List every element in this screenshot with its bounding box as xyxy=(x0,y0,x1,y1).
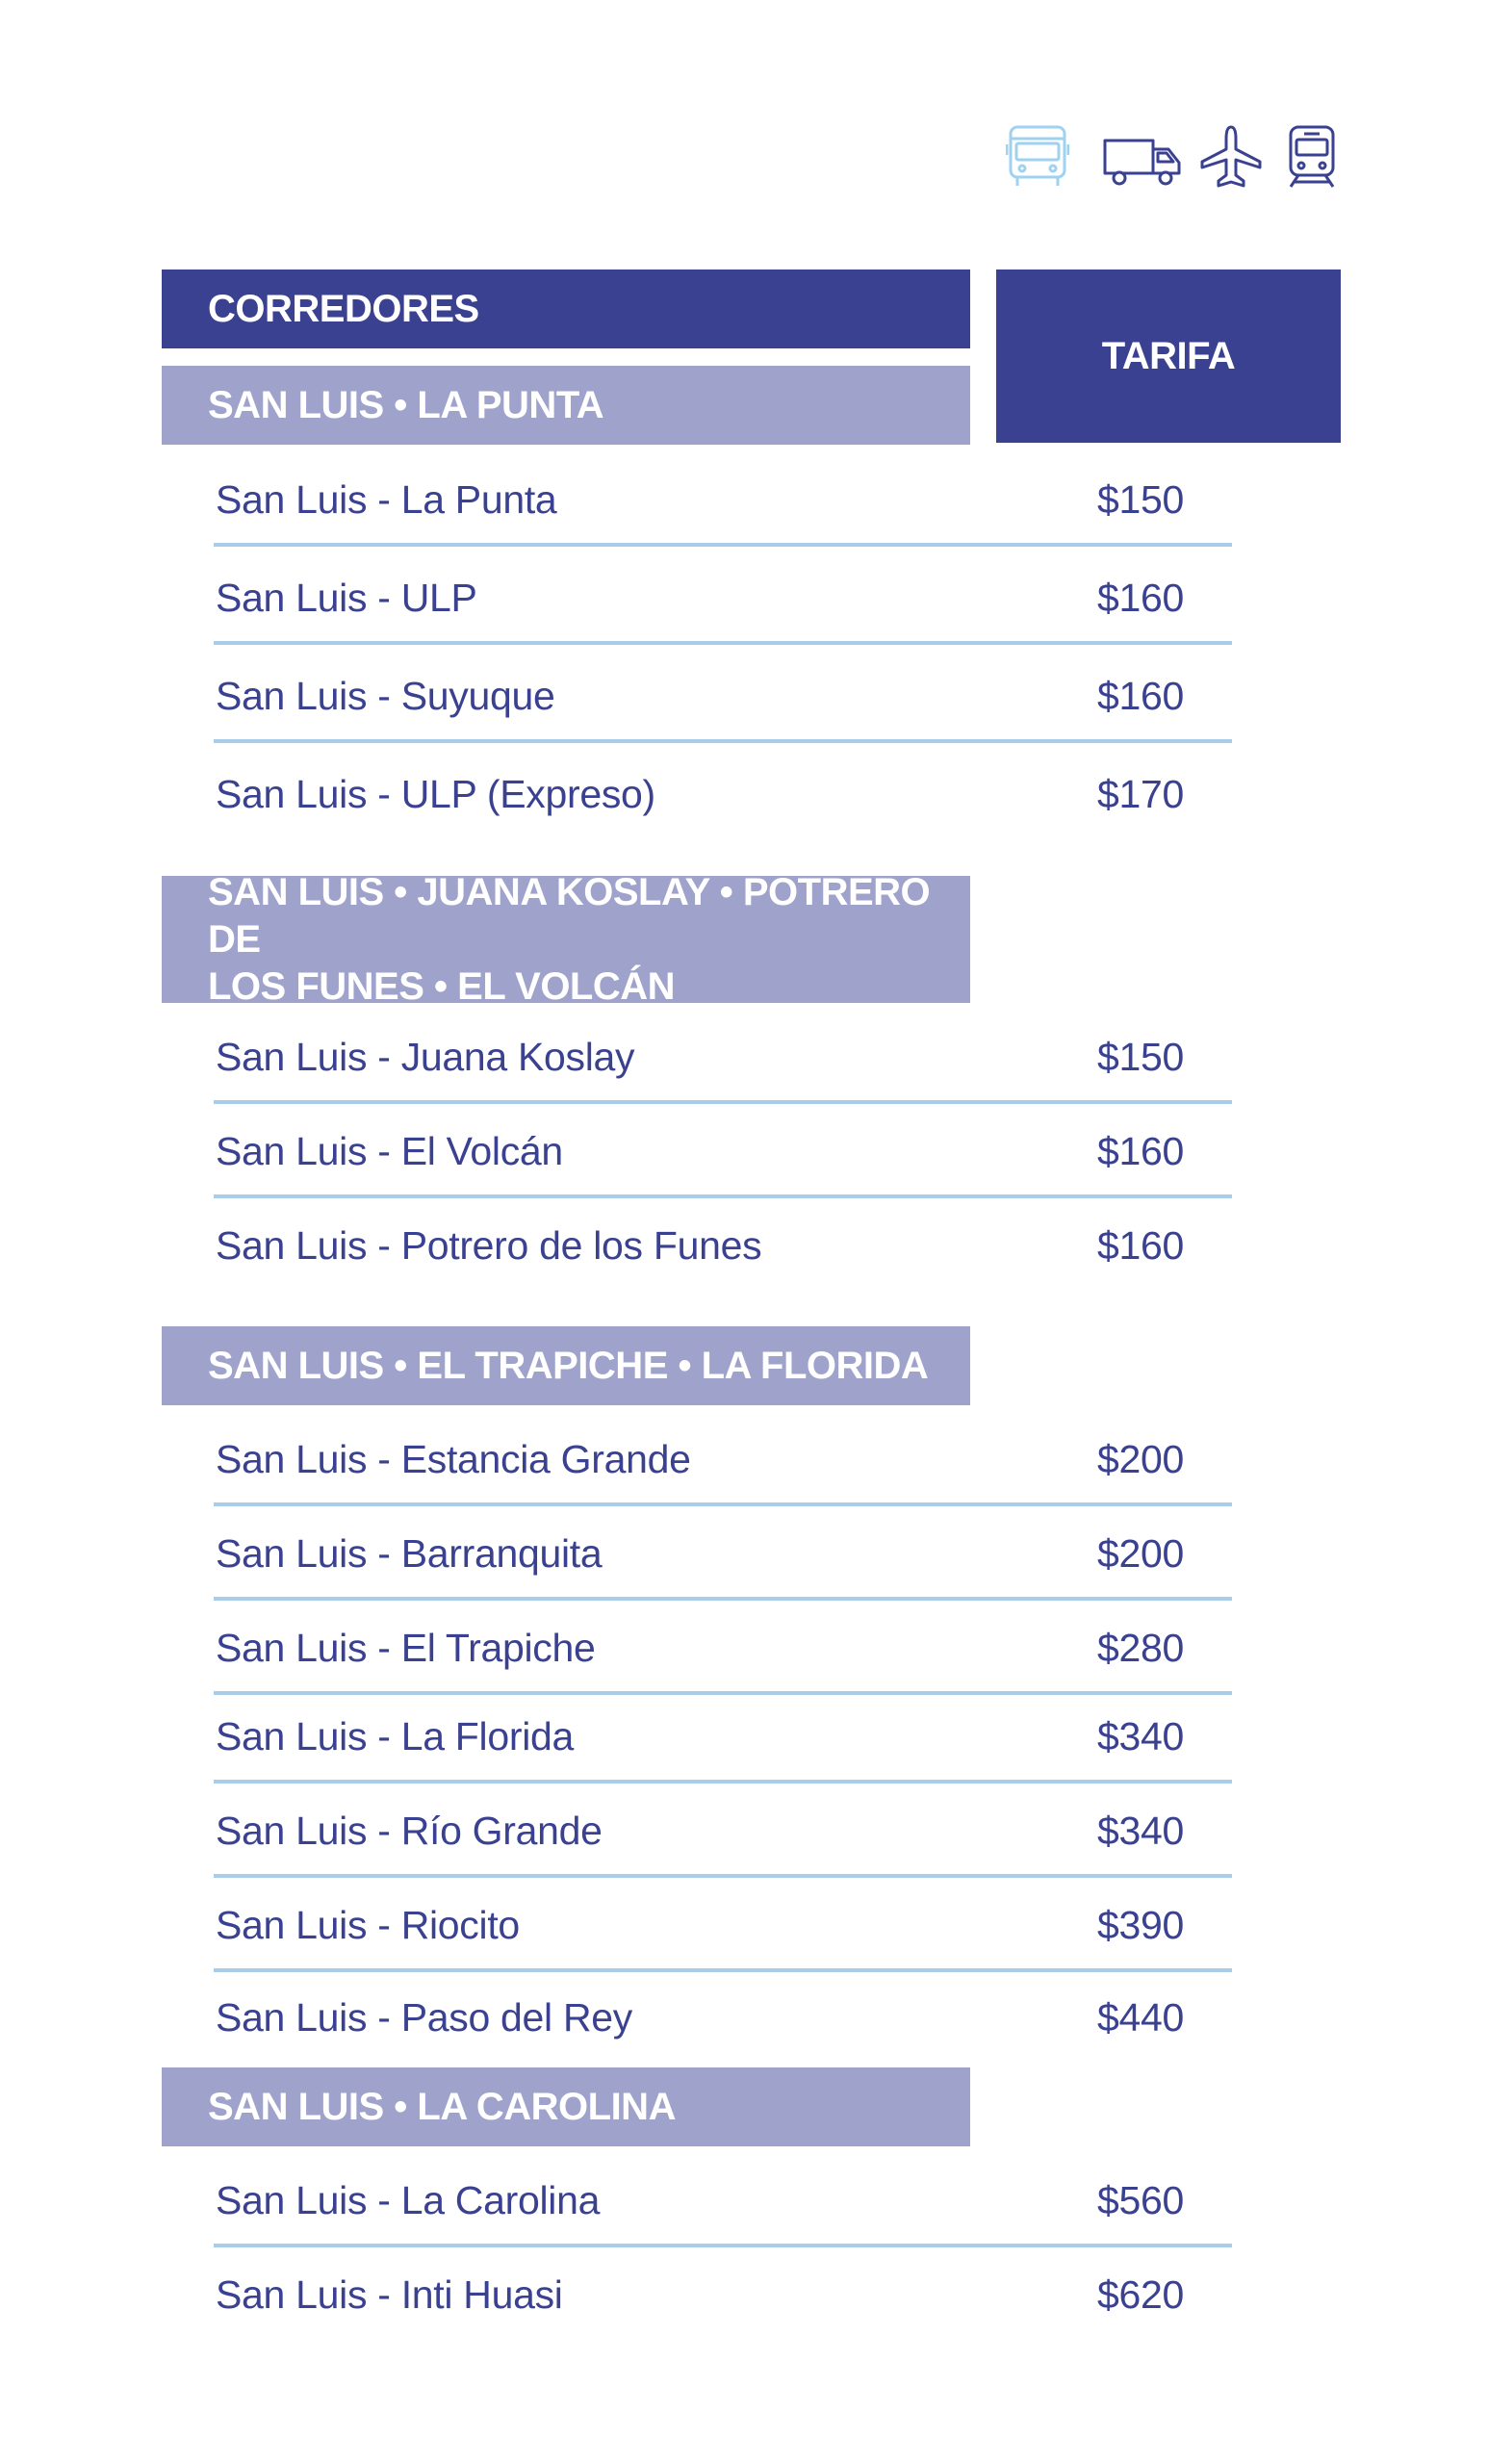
table-row xyxy=(214,1521,1232,1586)
table-row xyxy=(214,1024,1232,1090)
section-header-el-trapiche xyxy=(162,1326,970,1405)
section-title: SAN LUIS • LA PUNTA xyxy=(208,383,604,426)
train-icon xyxy=(1285,123,1339,191)
corredores-header: CORREDORES xyxy=(162,270,970,348)
section-header-la-carolina xyxy=(162,2067,970,2146)
row-divider xyxy=(214,1194,1232,1198)
table-row xyxy=(214,2168,1232,2233)
table-row xyxy=(214,565,1232,630)
route-price: $160 xyxy=(1096,1223,1184,1268)
route-name: San Luis - ULP (Expreso) xyxy=(216,772,655,816)
table-row xyxy=(214,1426,1232,1492)
route-price: $340 xyxy=(1096,1809,1184,1853)
route-name: San Luis - El Trapiche xyxy=(216,1626,596,1670)
row-divider xyxy=(214,2244,1232,2247)
route-price: $390 xyxy=(1096,1903,1184,1947)
route-price: $160 xyxy=(1096,1129,1184,1173)
table-row xyxy=(214,1213,1232,1278)
route-name: San Luis - El Volcán xyxy=(216,1129,563,1173)
row-divider xyxy=(214,1502,1232,1506)
route-price: $160 xyxy=(1096,674,1184,718)
route-name: San Luis - Juana Koslay xyxy=(216,1035,635,1079)
route-name: San Luis - Barranquita xyxy=(216,1531,603,1576)
route-name: San Luis - La Punta xyxy=(216,477,557,522)
route-price: $160 xyxy=(1096,576,1184,620)
route-price: $340 xyxy=(1096,1714,1184,1758)
route-name: San Luis - La Carolina xyxy=(216,2178,601,2222)
route-name: San Luis - Riocito xyxy=(216,1903,520,1947)
row-divider xyxy=(214,1968,1232,1972)
route-name: San Luis - Estancia Grande xyxy=(216,1437,691,1481)
table-row xyxy=(214,1615,1232,1681)
section-title-line-1: SAN LUIS • JUANA KOSLAY • POTRERO DE xyxy=(208,870,931,961)
table-row xyxy=(214,2262,1232,2327)
row-divider xyxy=(214,1597,1232,1601)
row-divider xyxy=(214,739,1232,743)
section-header-juana-koslay xyxy=(162,870,970,1008)
table-row xyxy=(214,1118,1232,1184)
route-price: $200 xyxy=(1096,1531,1184,1576)
route-name: San Luis - Paso del Rey xyxy=(216,1995,632,2040)
table-row xyxy=(214,1985,1232,2050)
row-divider xyxy=(214,1780,1232,1784)
row-divider xyxy=(214,543,1232,547)
row-divider xyxy=(214,1691,1232,1695)
row-divider xyxy=(214,1874,1232,1878)
route-price: $620 xyxy=(1096,2272,1184,2317)
route-price: $560 xyxy=(1096,2178,1184,2222)
table-row xyxy=(214,663,1232,729)
route-price: $440 xyxy=(1096,1995,1184,2040)
route-name: San Luis - Suyuque xyxy=(216,674,555,718)
route-name: San Luis - Potrero de los Funes xyxy=(216,1223,762,1268)
section-title: SAN LUIS • LA CAROLINA xyxy=(208,2085,676,2128)
transport-icons xyxy=(1006,123,1343,191)
section-title: SAN LUIS • EL TRAPICHE • LA FLORIDA xyxy=(208,1344,929,1387)
table-row xyxy=(214,1798,1232,1863)
route-name: San Luis - Río Grande xyxy=(216,1809,603,1853)
route-price: $200 xyxy=(1096,1437,1184,1481)
route-price: $150 xyxy=(1096,477,1184,522)
route-price: $150 xyxy=(1096,1035,1184,1079)
table-row xyxy=(214,1704,1232,1769)
route-name: San Luis - ULP xyxy=(216,576,477,620)
table-row xyxy=(214,467,1232,532)
truck-icon xyxy=(1102,123,1183,191)
table-row xyxy=(214,761,1232,827)
route-name: San Luis - La Florida xyxy=(216,1714,575,1758)
bus-icon xyxy=(1006,123,1069,191)
plane-icon xyxy=(1198,123,1264,191)
row-divider xyxy=(214,1100,1232,1104)
section-header-la-punta xyxy=(162,366,970,445)
tarifa-header: TARIFA xyxy=(996,270,1341,443)
route-price: $170 xyxy=(1096,772,1184,816)
route-price: $280 xyxy=(1096,1626,1184,1670)
section-title-line-2: LOS FUNES • EL VOLCÁN xyxy=(208,964,676,1008)
row-divider xyxy=(214,641,1232,645)
route-name: San Luis - Inti Huasi xyxy=(216,2272,563,2317)
table-row xyxy=(214,1892,1232,1958)
